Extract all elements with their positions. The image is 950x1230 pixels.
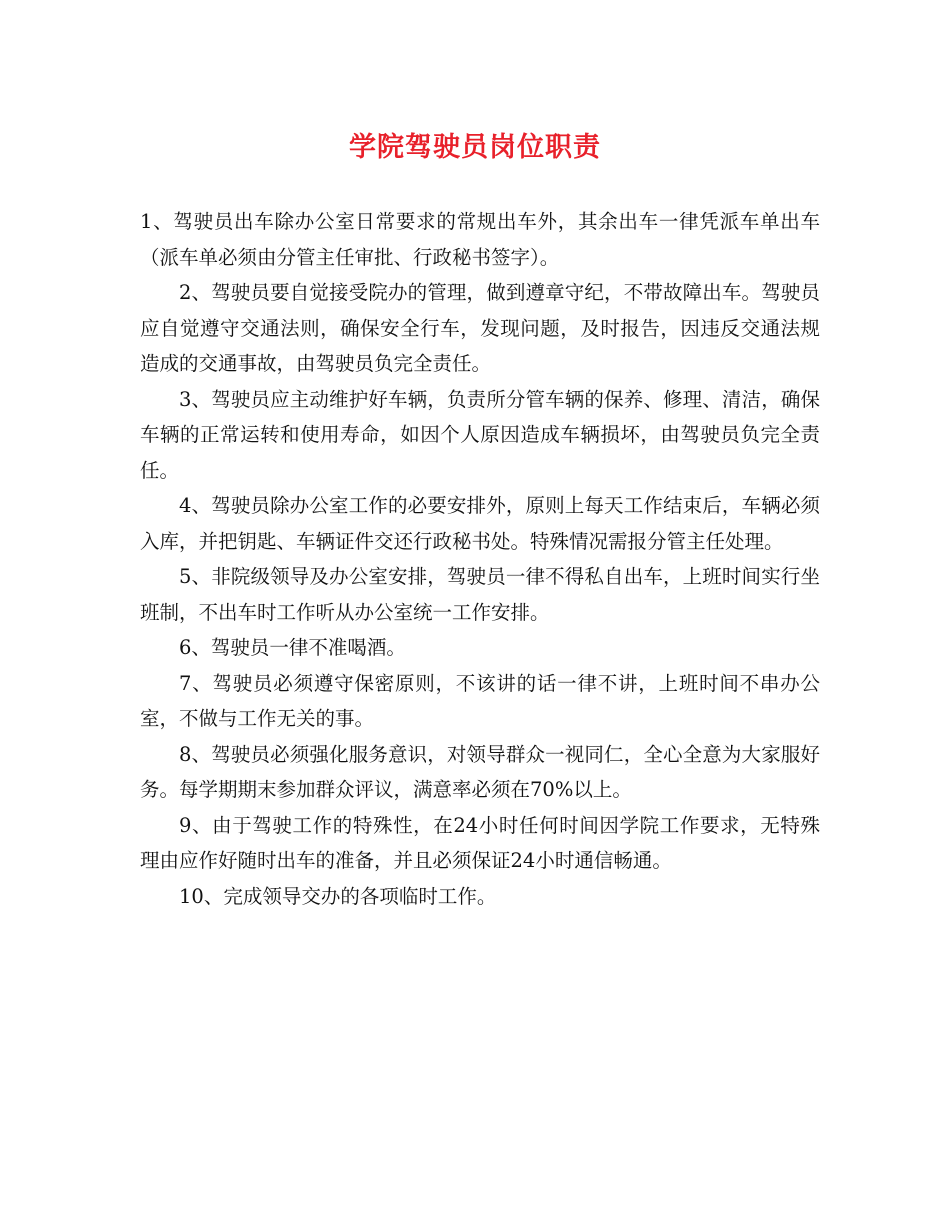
paragraph-8: 8、驾驶员必须强化服务意识，对领导群众一视同仁，全心全意为大家服好务。每学期期末参加群众评议，满意率必须在70%以上。 [140,742,820,801]
paragraph-9: 9、由于驾驶工作的特殊性，在24小时任何时间因学院工作要求，无特殊理由应作好随时出车的准备，并且必须保证24小时通信畅通。 [140,813,820,872]
paragraph-7: 7、驾驶员必须遵守保密原则，不该讲的话一律不讲，上班时间不串办公室，不做与工作无关的事。 [140,671,820,730]
paragraph-5: 5、非院级领导及办公室安排，驾驶员一律不得私自出车，上班时间实行坐班制，不出车时工作听从办公室统一工作安排。 [140,565,820,624]
document-body [140,204,820,914]
paragraph-10: 10、完成领导交办的各项临时工作。 [179,884,497,908]
paragraph-1: 1、驾驶员出车除办公室日常要求的常规出车外，其余出车一律凭派车单出车（派车单必须由分管主任审批、行政秘书签字）。 [140,210,820,269]
paragraph-2: 2、驾驶员要自觉接受院办的管理，做到遵章守纪，不带故障出车。驾驶员应自觉遵守交通法则，确保安全行车，发现问题，及时报告，因违反交通法规造成的交通事故，由驾驶员负完全责任。 [140,281,820,375]
paragraph-4: 4、驾驶员除办公室工作的必要安排外，原则上每天工作结束后，车辆必须入库，并把钥匙、车辆证件交还行政秘书处。特殊情况需报分管主任处理。 [140,494,820,553]
paragraph-6: 6、驾驶员一律不准喝酒。 [179,636,406,659]
paragraph-3: 3、驾驶员应主动维护好车辆，负责所分管车辆的保养、修理、清洁，确保车辆的正常运转和使用寿命，如因个人原因造成车辆损坏，由驾驶员负完全责任。 [140,387,820,482]
document-title: 学院驾驶员岗位职责 [349,132,601,163]
